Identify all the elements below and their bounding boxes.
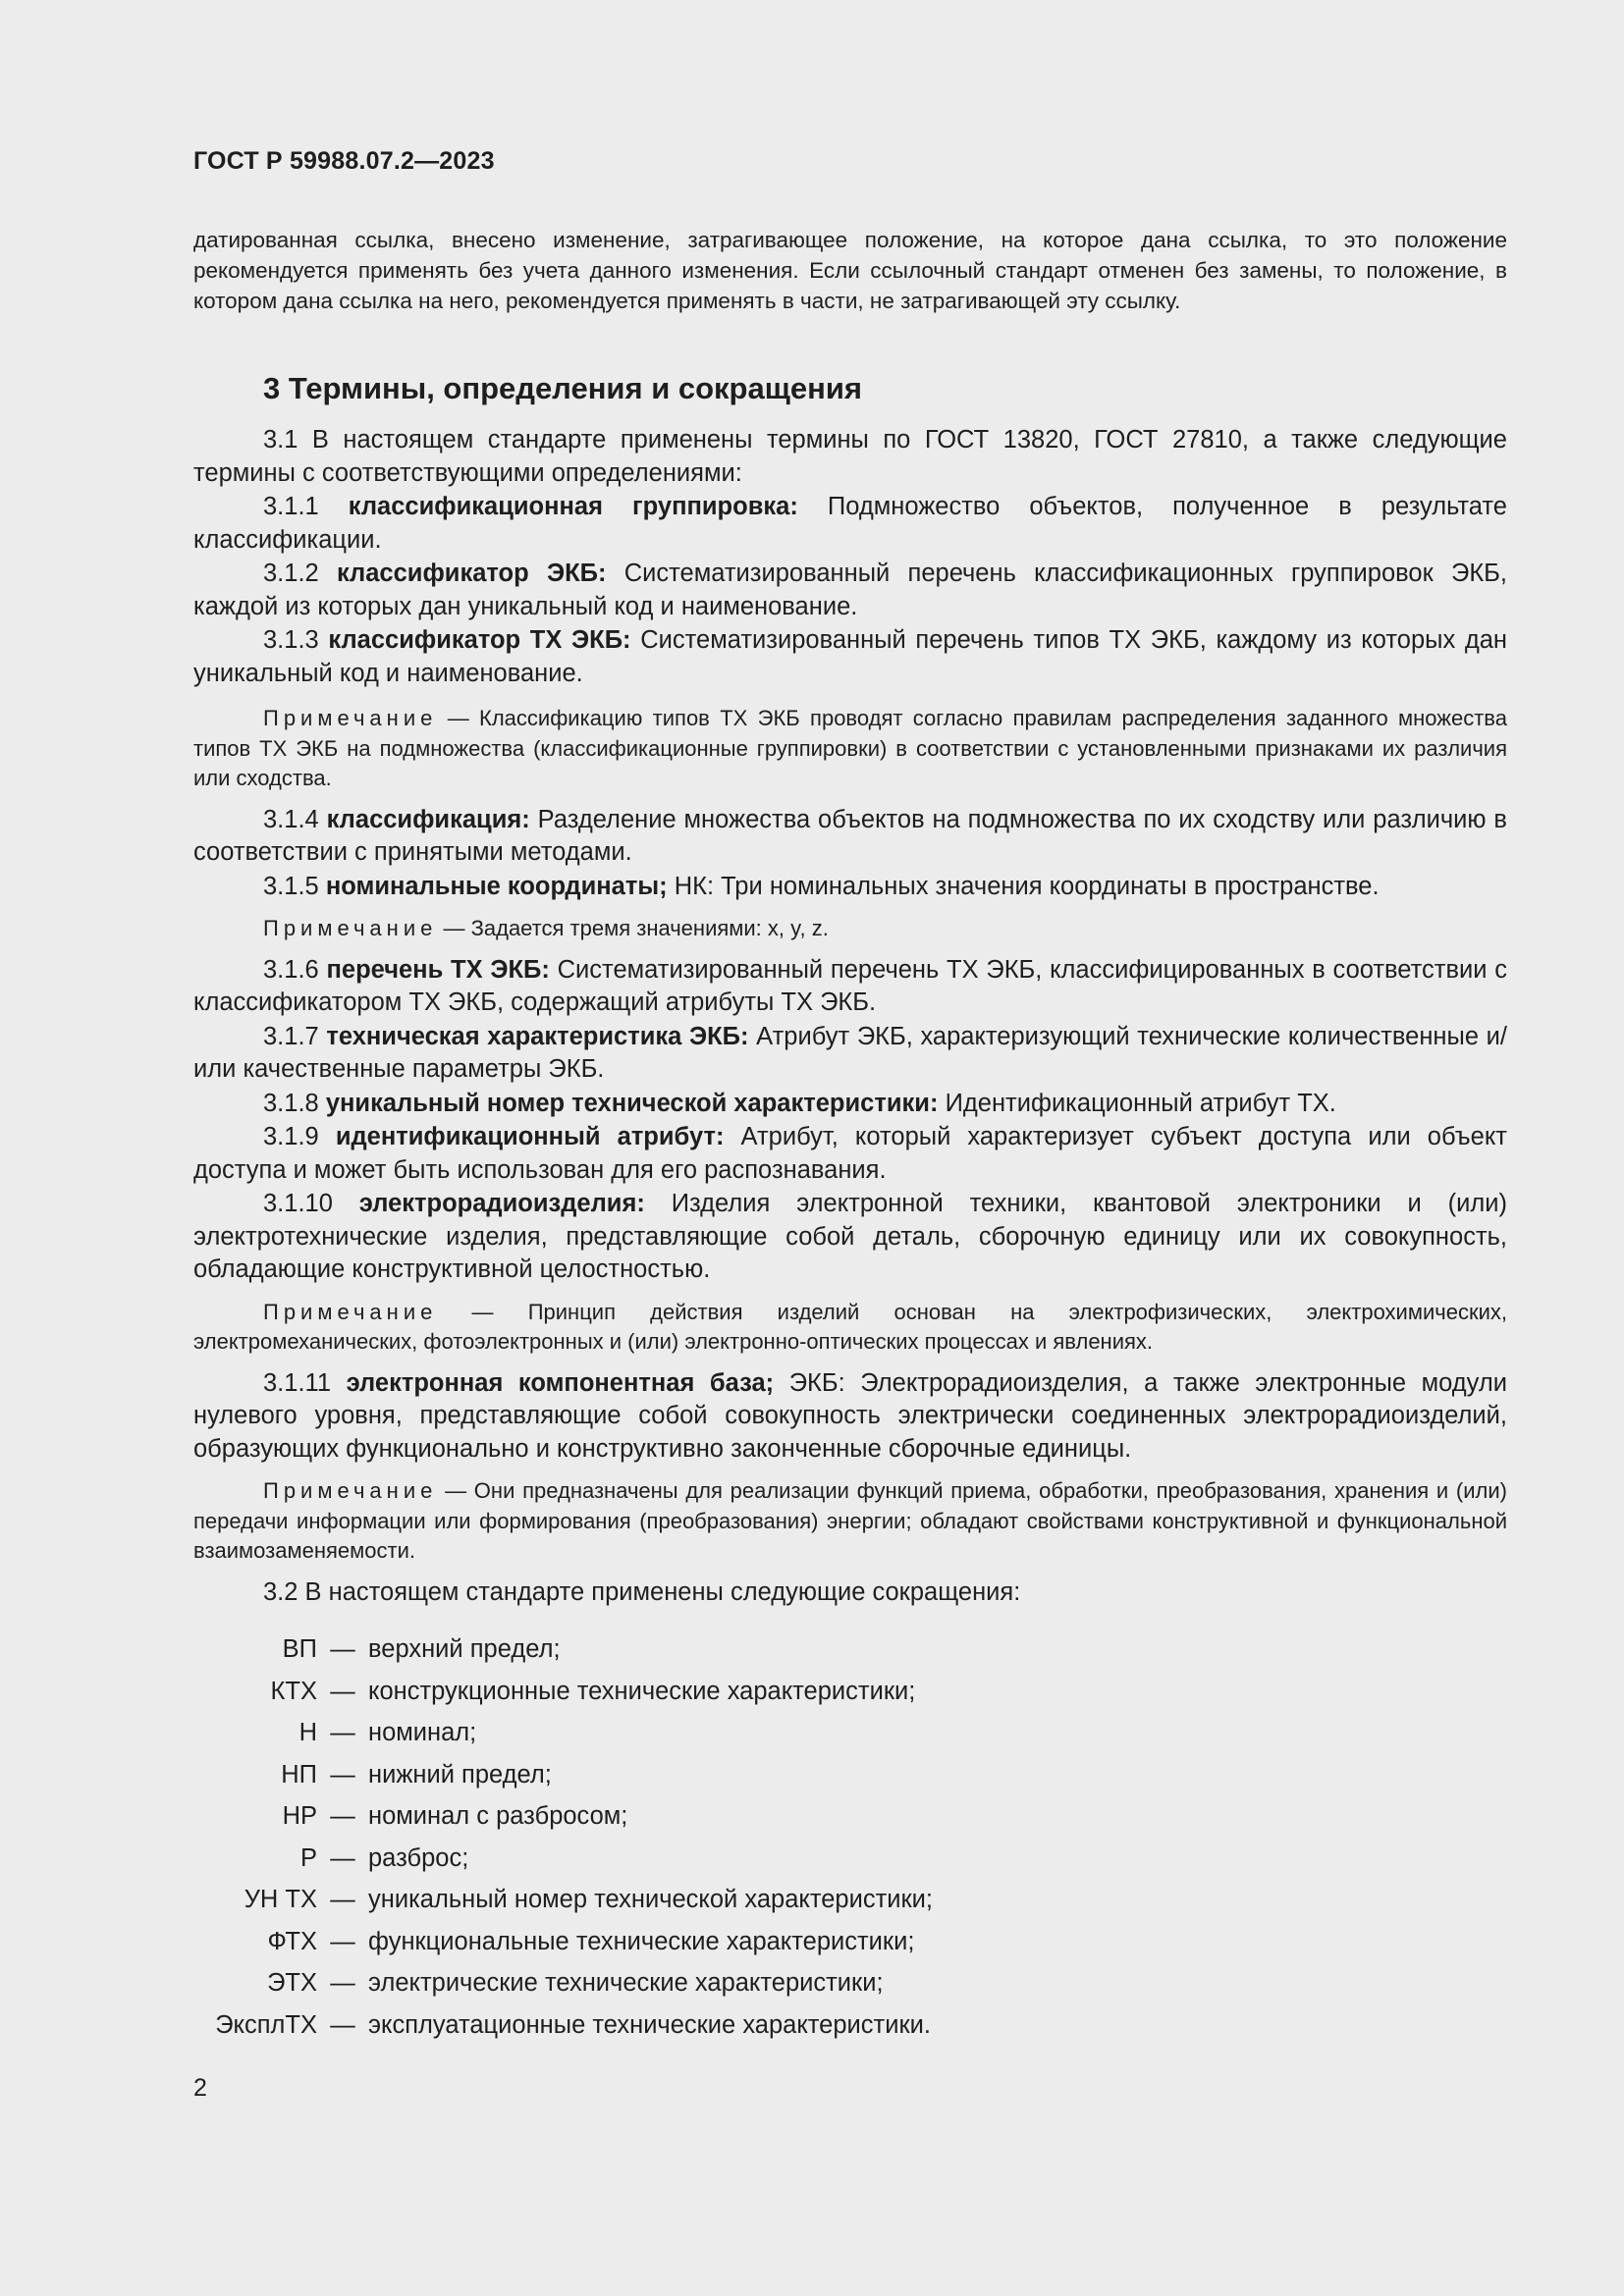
abbreviation-row: Р — разброс; [299,1843,469,1872]
term-3-1-2: 3.1.2 классификатор ЭКБ: Систематизированный перечень классификационных группировок ЭКБ, каждой из которых дан уникальный код и наименование. [193,560,1508,620]
page-number: 2 [193,2074,207,2102]
paragraph-3-1: 3.1 В настоящем стандарте применены термины по ГОСТ 13820, ГОСТ 27810, а также следующие термины с соответствующими определениями: [193,426,1507,487]
abbreviations-list [193,1635,1507,2053]
document-header-id: ГОСТ Р 59988.07.2—2023 [193,147,495,175]
abbreviation-row: ФТХ — функциональные технические характеристики; [267,1927,915,1955]
paragraph-3-2: 3.2 В настоящем стандарте применены следующие сокращения: [263,1577,1021,1606]
term-3-1-6: 3.1.6 перечень ТХ ЭКБ: Систематизированный перечень ТХ ЭКБ, классифицированных в соответствии с классификатором ТХ ЭКБ, содержащий атрибуты ТХ ЭКБ. [193,955,1508,1016]
term-3-1-8: 3.1.8 уникальный номер технической характеристики: Идентификационный атрибут ТХ. [263,1089,1336,1117]
note-3: Примечание — Принцип действия изделий основан на электрофизических, электрохимических, электромеханических, фотоэлектронных и (или) электронно-оптических процессах и явлениях. [193,1299,1507,1354]
term-3-1-9: 3.1.9 идентификационный атрибут: Атрибут, который характеризует субъект доступа или объект доступа и может быть использован для его распознавания. [193,1123,1507,1184]
term-3-1-5: 3.1.5 номинальные координаты; НК: Три номинальных значения координаты в пространстве. [263,872,1380,900]
term-3-1-3: 3.1.3 классификатор ТХ ЭКБ: Систематизированный перечень типов ТХ ЭКБ, каждому из которых дан уникальный код и наименование. [193,626,1508,687]
section-content [193,424,1507,1610]
term-3-1-4: 3.1.4 классификация: Разделение множества объектов на подмножества по их сходству или различию в соответствии с принятыми методами. [193,805,1507,866]
note-2: Примечание — Задается тремя значениями: x, y, z. [263,916,829,940]
intro-paragraph: датированная ссылка, внесено изменение, затрагивающее положение, на которое дана ссылка, то это положение рекомендуется применять без учета данного изменения. Если ссылочный стандарт отменен без замены, то положение, в котором дана ссылка на него, рекомендуется применять в части, не затрагивающей эту ссылку. [193,228,1507,313]
abbreviation-row: НП — нижний предел; [281,1760,552,1789]
abbreviation-row: УН ТХ — уникальный номер технической характеристики; [244,1886,933,1913]
note-1: Примечание — Классификацию типов ТХ ЭКБ проводят согласно правилам распределения заданного множества типов ТХ ЭКБ на подмножества (классификационные группировки) в соответствии с установленными признаками их различия или сходства. [193,706,1507,790]
term-3-1-10: 3.1.10 электрорадиоизделия: Изделия электронной техники, квантовой электроники и (или) электротехнические изделия, представляющие собой деталь, сборочную единицу или их совокупность, обладающие конструктивной целостностью. [193,1190,1507,1283]
term-3-1-1: 3.1.1 классификационная группировка: Подмножество объектов, полученное в результате классификации. [193,493,1507,554]
section-title: 3 Термины, определения и сокращения [263,371,862,405]
term-3-1-11: 3.1.11 электронная компонентная база; ЭКБ: Электрорадиоизделия, а также электронные модули нулевого уровня, представляющие собой совокупность электрически соединенных электрорадиоизделий, образующих функционально и конструктивно законченные сборочные единицы. [193,1368,1507,1463]
term-3-1-7: 3.1.7 техническая характеристика ЭКБ: Атрибут ЭКБ, характеризующий технические количественные и/или качественные параметры ЭКБ. [193,1022,1507,1083]
abbreviation-row: ЭксплТХ — эксплуатационные технические характеристики. [215,2010,931,2039]
note-4: Примечание — Они предназначены для реализации функций приема, обработки, преобразования, хранения и (или) передачи информации или формирования (преобразования) энергии; обладают свойствами конструктивной и функциональной взаимозаменяемости. [193,1478,1507,1563]
abbreviation-row: Н — номинал; [298,1719,477,1746]
abbreviation-row: НР — номинал с разбросом; [282,1802,628,1830]
abbreviation-row: ЭТХ — электрические технические характеристики; [267,1969,884,1997]
abbreviation-row: ВП — верхний предел; [282,1635,561,1663]
abbreviation-row: КТХ — конструкционные технические характеристики; [270,1677,916,1705]
